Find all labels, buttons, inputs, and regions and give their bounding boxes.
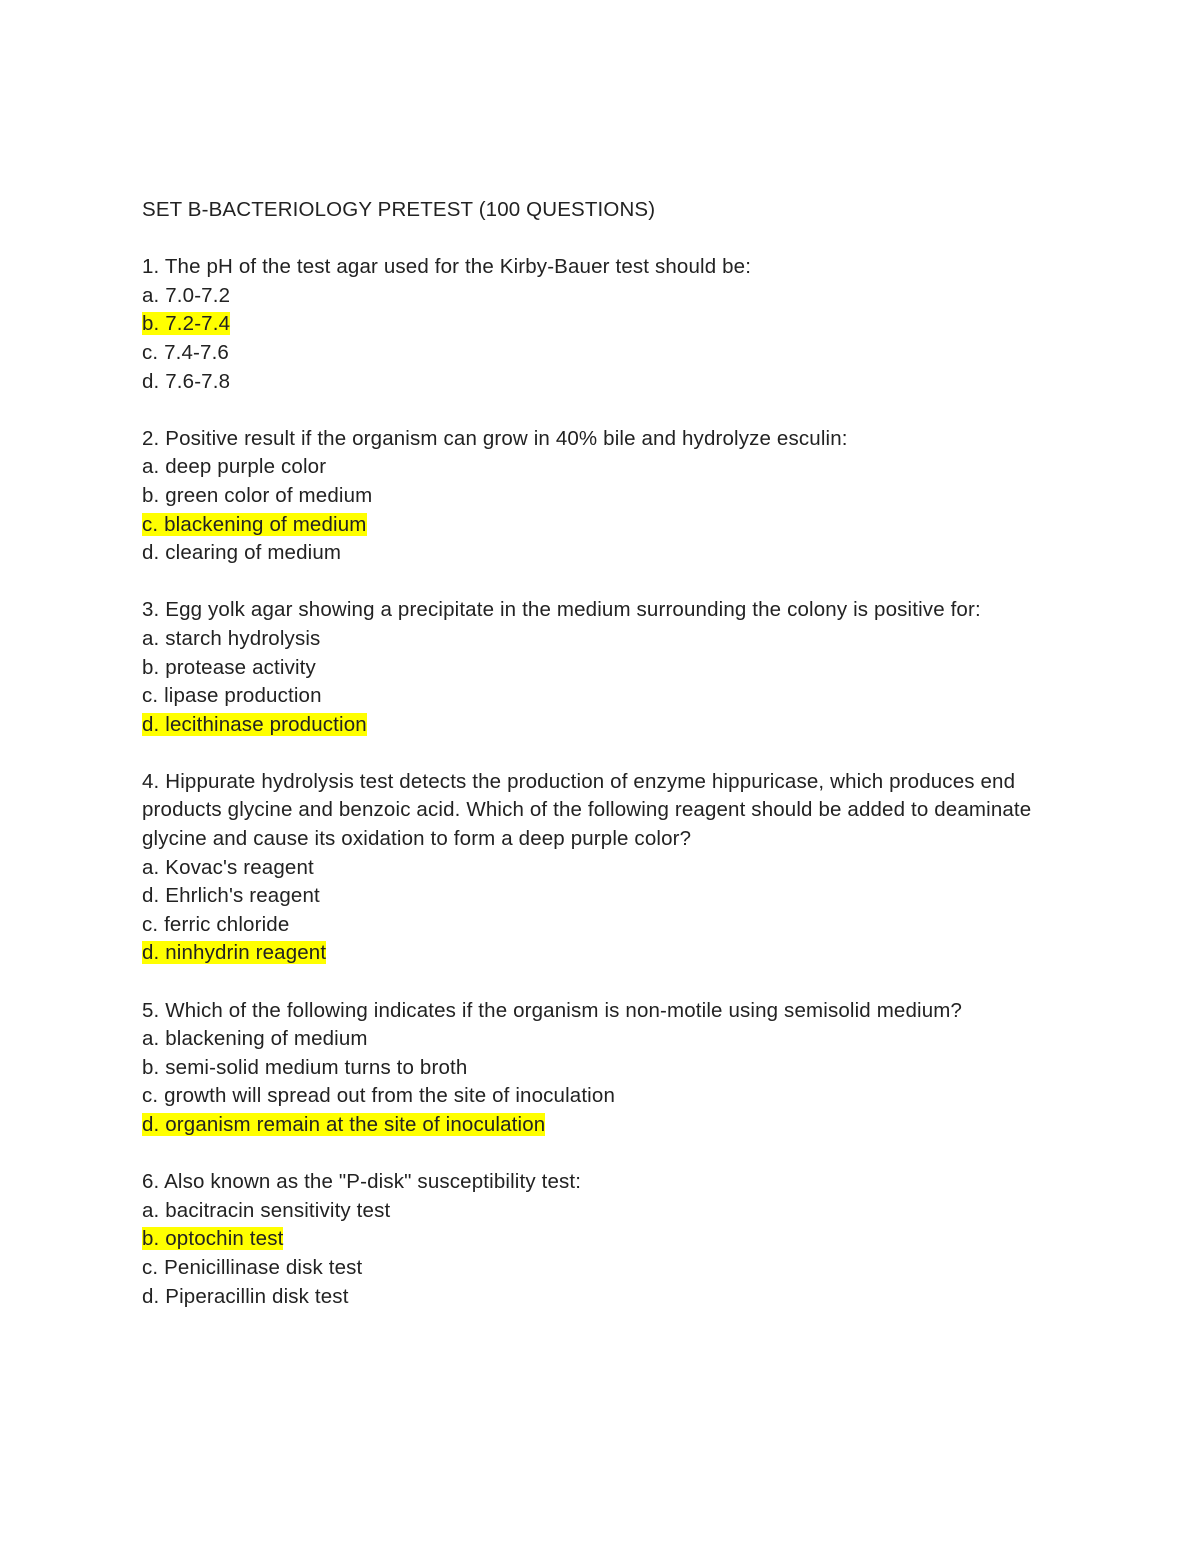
option-b [142,482,1062,511]
question-2 [142,425,1062,568]
option-d [142,539,1062,568]
option-d-answer [142,939,1062,968]
option-label: d. Ehrlich's reagent [142,884,320,908]
option-label: a. 7.0-7.2 [142,283,231,307]
option-c [142,339,1062,368]
option-d-answer [142,711,1062,740]
option-b [142,654,1062,683]
option-label: b. green color of medium [142,483,373,507]
option-label: a. deep purple color [142,455,327,479]
option-d-answer [142,1111,1062,1140]
spacer [142,396,1062,425]
question-6 [142,1168,1062,1311]
question-3 [142,596,1062,739]
question-4 [142,768,1062,968]
option-label: c. Penicillinase disk test [142,1255,363,1279]
highlighted-answer: b. 7.2-7.4 [142,312,231,336]
option-d [142,1283,1062,1312]
option-b [142,882,1062,911]
option-a [142,282,1062,311]
document-page [142,196,1062,1311]
question-text: 6. Also known as the "P-disk" susceptibility test: [142,1170,582,1194]
spacer [142,968,1062,997]
option-c [142,911,1062,940]
highlighted-answer: c. blackening of medium [142,512,367,536]
option-label: a. blackening of medium [142,1027,368,1051]
option-label: d. clearing of medium [142,541,342,565]
question-text: 4. Hippurate hydrolysis test detects the production of enzyme hippuricase, which produces end products glycine and benzoic acid. Which of the following reagent should be added to deaminate glycine and cause its oxidation to form a deep purple color? [142,769,1032,851]
option-b-answer [142,310,1062,339]
option-label: c. 7.4-7.6 [142,340,229,364]
spacer [142,1140,1062,1169]
option-a [142,1025,1062,1054]
option-label: d. 7.6-7.8 [142,369,231,393]
question-1 [142,253,1062,396]
option-label: b. semi-solid medium turns to broth [142,1055,468,1079]
option-label: a. Kovac's reagent [142,855,314,879]
option-c [142,1254,1062,1283]
question-text: 5. Which of the following indicates if the organism is non-motile using semisolid medium? [142,998,963,1022]
option-b-answer [142,1225,1062,1254]
option-a [142,1197,1062,1226]
option-c [142,1082,1062,1111]
option-c-answer [142,511,1062,540]
option-d [142,368,1062,397]
spacer [142,225,1062,254]
option-label: c. lipase production [142,684,322,708]
option-label: c. ferric chloride [142,912,290,936]
option-a [142,453,1062,482]
question-5 [142,997,1062,1140]
option-label: c. growth will spread out from the site of inoculation [142,1084,615,1108]
spacer [142,568,1062,597]
option-a [142,854,1062,883]
option-c [142,682,1062,711]
option-b [142,1054,1062,1083]
option-label: a. bacitracin sensitivity test [142,1198,391,1222]
spacer [142,739,1062,768]
option-a [142,625,1062,654]
question-text: 2. Positive result if the organism can grow in 40% bile and hydrolyze esculin: [142,426,848,450]
option-label: b. protease activity [142,655,316,679]
highlighted-answer: d. ninhydrin reagent [142,941,327,965]
option-label: a. starch hydrolysis [142,626,321,650]
highlighted-answer: d. lecithinase production [142,712,367,736]
document-title: SET B-BACTERIOLOGY PRETEST (100 QUESTIONS) [142,198,656,221]
highlighted-answer: b. optochin test [142,1227,284,1251]
option-label: d. Piperacillin disk test [142,1284,349,1308]
highlighted-answer: d. organism remain at the site of inoculation [142,1113,546,1136]
question-text: 1. The pH of the test agar used for the Kirby-Bauer test should be: [142,255,752,279]
question-text: 3. Egg yolk agar showing a precipitate in the medium surrounding the colony is positive for: [142,598,981,622]
